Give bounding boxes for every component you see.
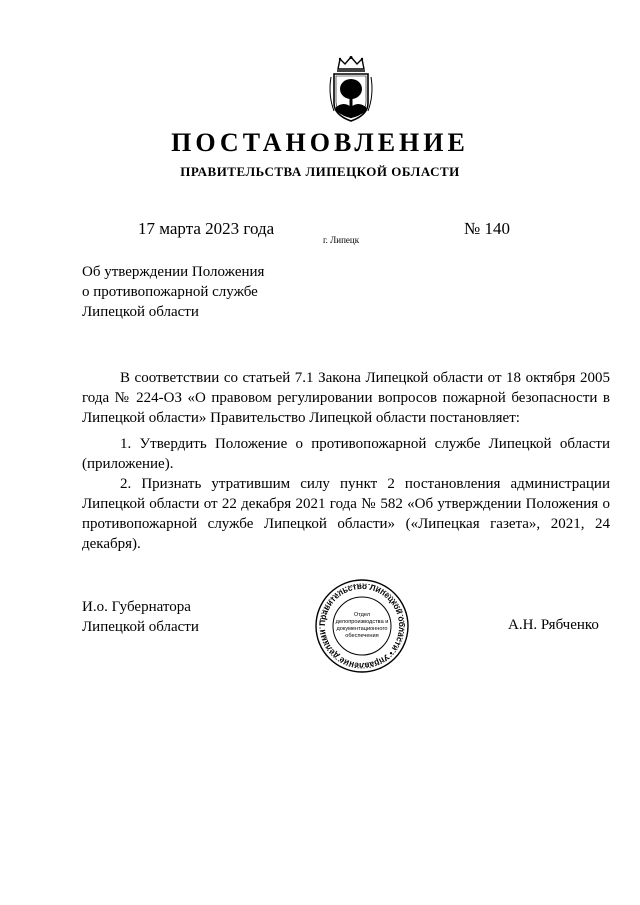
document-subtitle: ПРАВИТЕЛЬСТВА ЛИПЕЦКОЙ ОБЛАСТИ	[180, 164, 460, 179]
official-stamp	[314, 578, 410, 674]
subject-line: Об утверждении Положения	[82, 264, 265, 280]
stamp-center-line: делопроизводства и	[335, 619, 389, 625]
subject-line: о противопожарной службе	[82, 284, 258, 300]
item-2-paragraph: 2. Признать утратившим силу пункт 2 постановления администрации Липецкой области от 22 декабря 2021 года № 582 «Об утверждении Положения о противопожарной службе Липецкой области» («Липецкая газета», 2021, 24 декабря).	[82, 476, 610, 552]
document-date: 17 марта 2023 года	[138, 219, 275, 238]
document-number: № 140	[464, 219, 510, 238]
subject-line: Липецкой области	[82, 304, 199, 320]
stamp-center-line: обеспечения	[345, 633, 379, 639]
stamp-center-line: документационного	[336, 626, 388, 632]
preamble-paragraph: В соответствии со статьей 7.1 Закона Липецкой области от 18 октября 2005 года № 224-ОЗ «О правовом регулировании вопросов пожарной безопасности в Липецкой области» Правительство Липецкой области постановляет:	[82, 370, 610, 426]
position-line: Липецкой области	[82, 619, 199, 635]
stamp-ring-text: Правительство Липецкой области • Управление делами	[317, 581, 407, 671]
document-title: ПОСТАНОВЛЕНИЕ	[171, 128, 469, 157]
position-line: И.о. Губернатора	[82, 599, 191, 615]
document-subject	[82, 262, 264, 322]
item-1-paragraph: 1. Утвердить Положение о противопожарной службе Липецкой области (приложение).	[82, 436, 610, 472]
signatory-position	[82, 597, 199, 637]
stamp-center-line: Отдел	[353, 612, 371, 618]
signatory-name: А.Н. Рябченко	[508, 617, 599, 633]
coat-of-arms-icon	[326, 55, 376, 123]
document-city: г. Липецк	[323, 235, 360, 245]
